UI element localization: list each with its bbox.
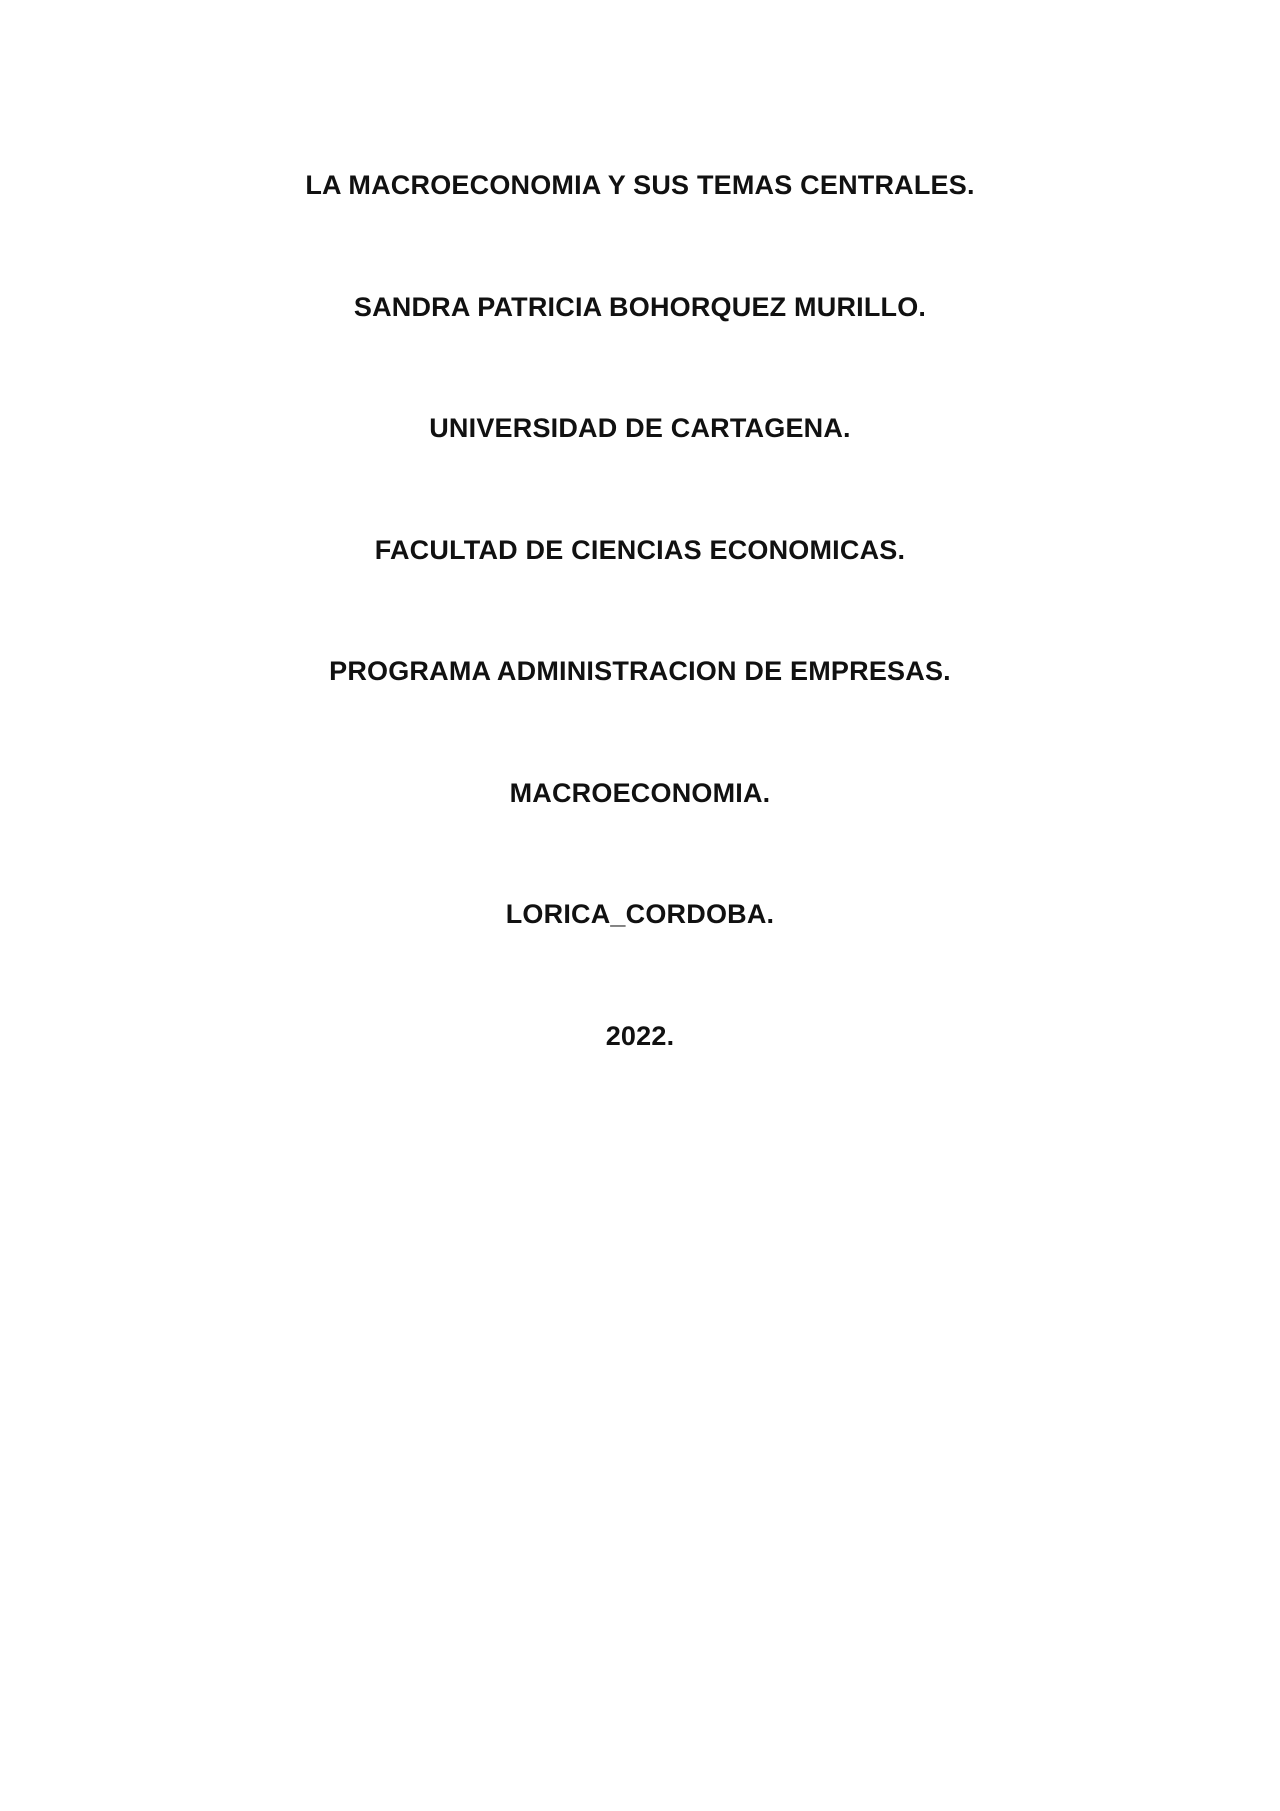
course-name: MACROECONOMIA. bbox=[509, 778, 771, 808]
faculty-name: FACULTAD DE CIENCIAS ECONOMICAS. bbox=[374, 535, 906, 565]
author-name: SANDRA PATRICIA BOHORQUEZ MURILLO. bbox=[353, 292, 927, 322]
location: LORICA_CORDOBA. bbox=[505, 899, 775, 929]
document-title: LA MACROECONOMIA Y SUS TEMAS CENTRALES. bbox=[305, 170, 975, 200]
university-name: UNIVERSIDAD DE CARTAGENA. bbox=[429, 413, 851, 443]
program-name: PROGRAMA ADMINISTRACION DE EMPRESAS. bbox=[329, 656, 951, 686]
year: 2022. bbox=[605, 1021, 675, 1051]
